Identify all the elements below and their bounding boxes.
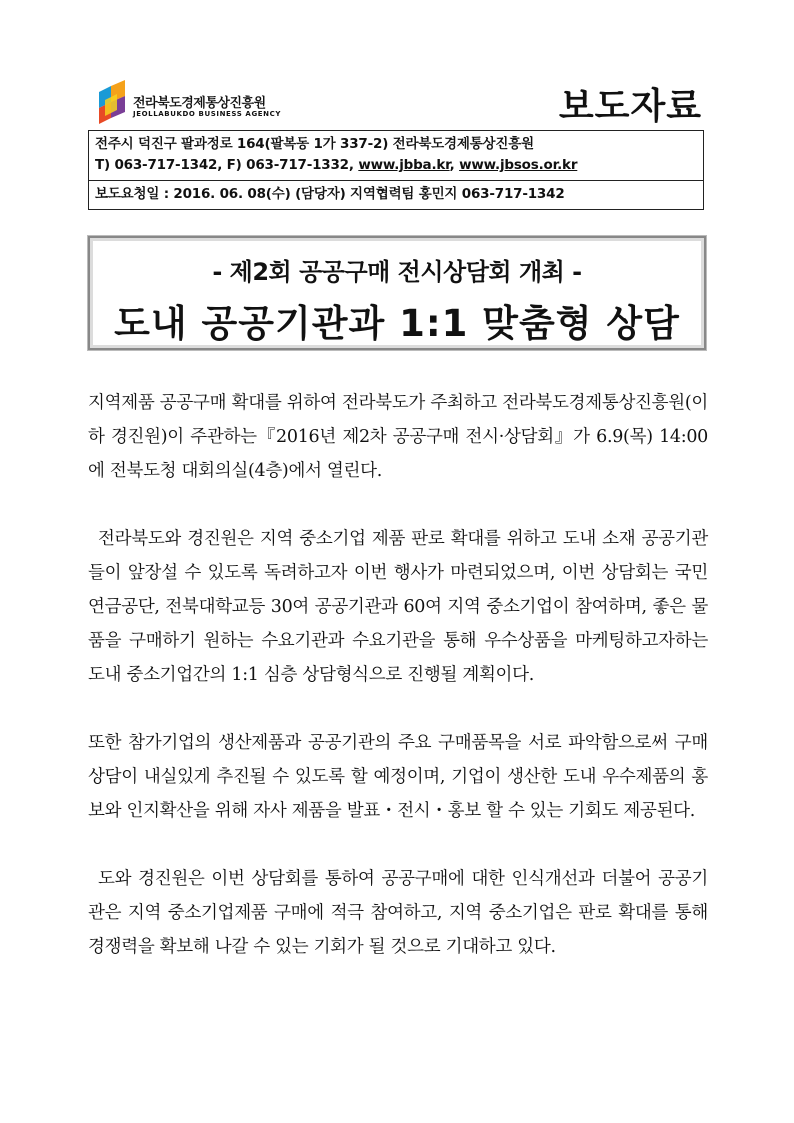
- contact-info-box: [88, 130, 704, 210]
- request-date-line: 보도요청일 : 2016. 06. 08(수) (담당자) 지역협력팀 홍민지 063-717-1342: [95, 186, 565, 202]
- website-link-jbba[interactable]: www.jbba.kr: [358, 157, 450, 173]
- phone-fax-text: T) 063-717-1342, F) 063-717-1332,: [95, 157, 359, 173]
- document-type-title: 보도자료: [558, 86, 702, 127]
- agency-english-name: JEOLLABUKDO BUSINESS AGENCY: [133, 110, 282, 118]
- headline-box: [88, 236, 706, 350]
- agency-name: 전라북도경제통상진흥원: [133, 96, 266, 111]
- agency-logo: [95, 78, 355, 128]
- paragraph-2: 전라북도와 경진원은 지역 중소기업 제품 판로 확대를 위하고 도내 소재 공공기관들이 앞장설 수 있도록 독려하고자 이번 행사가 마련되었으며, 이번 상담회는 국민연금공단, 전북대학교등 30여 공공기관과 60여 지역 중소기업이 참여하며, 좋은 물품을 구매하기 원하는 수요기관과 수요기관을 통해 우수상품을 마케팅하고자하는 도내 중소기업간의 1:1 심층 상담형식으로 진행될 계획이다.: [88, 529, 708, 685]
- headline-main: 도내 공공기관과 1:1 맞춤형 상담: [114, 302, 680, 345]
- phone-line: [95, 155, 697, 176]
- link-separator: ,: [449, 157, 460, 173]
- agency-logo-icon: [95, 78, 129, 124]
- contact-info-top: [89, 131, 703, 181]
- contact-info-bottom: [89, 181, 703, 209]
- website-link-jbsos[interactable]: www.jbsos.or.kr: [459, 157, 578, 173]
- paragraph-1: 지역제품 공공구매 확대를 위하여 전라북도가 주최하고 전라북도경제통상진흥원(이하 경진원)이 주관하는『2016년 제2차 공공구매 전시·상담회』가 6.9(목) 14:00에 전북도청 대회의실(4층)에서 열린다.: [88, 393, 708, 481]
- paragraph-4: 도와 경진원은 이번 상담회를 통하여 공공구매에 대한 인식개선과 더불어 공공기관은 지역 중소기업제품 구매에 적극 참여하고, 지역 중소기업은 판로 확대를 통해 경쟁력을 확보해 나갈 수 있는 기회가 될 것으로 기대하고 있다.: [88, 869, 708, 957]
- article-body: [88, 386, 708, 998]
- address-line: 전주시 덕진구 팔과정로 164(팔복동 1가 337-2) 전라북도경제통상진흥원: [95, 136, 534, 152]
- paragraph-3: 또한 참가기업의 생산제품과 공공기관의 주요 구매품목을 서로 파악함으로써 구매상담이 내실있게 추진될 수 있도록 할 예정이며, 기업이 생산한 도내 우수제품의 홍보와 인지확산을 위해 자사 제품을 발표・전시・홍보 할 수 있는 기회도 제공된다.: [88, 733, 708, 821]
- headline-subtitle: - 제2회 공공구매 전시상담회 개최 -: [212, 258, 582, 286]
